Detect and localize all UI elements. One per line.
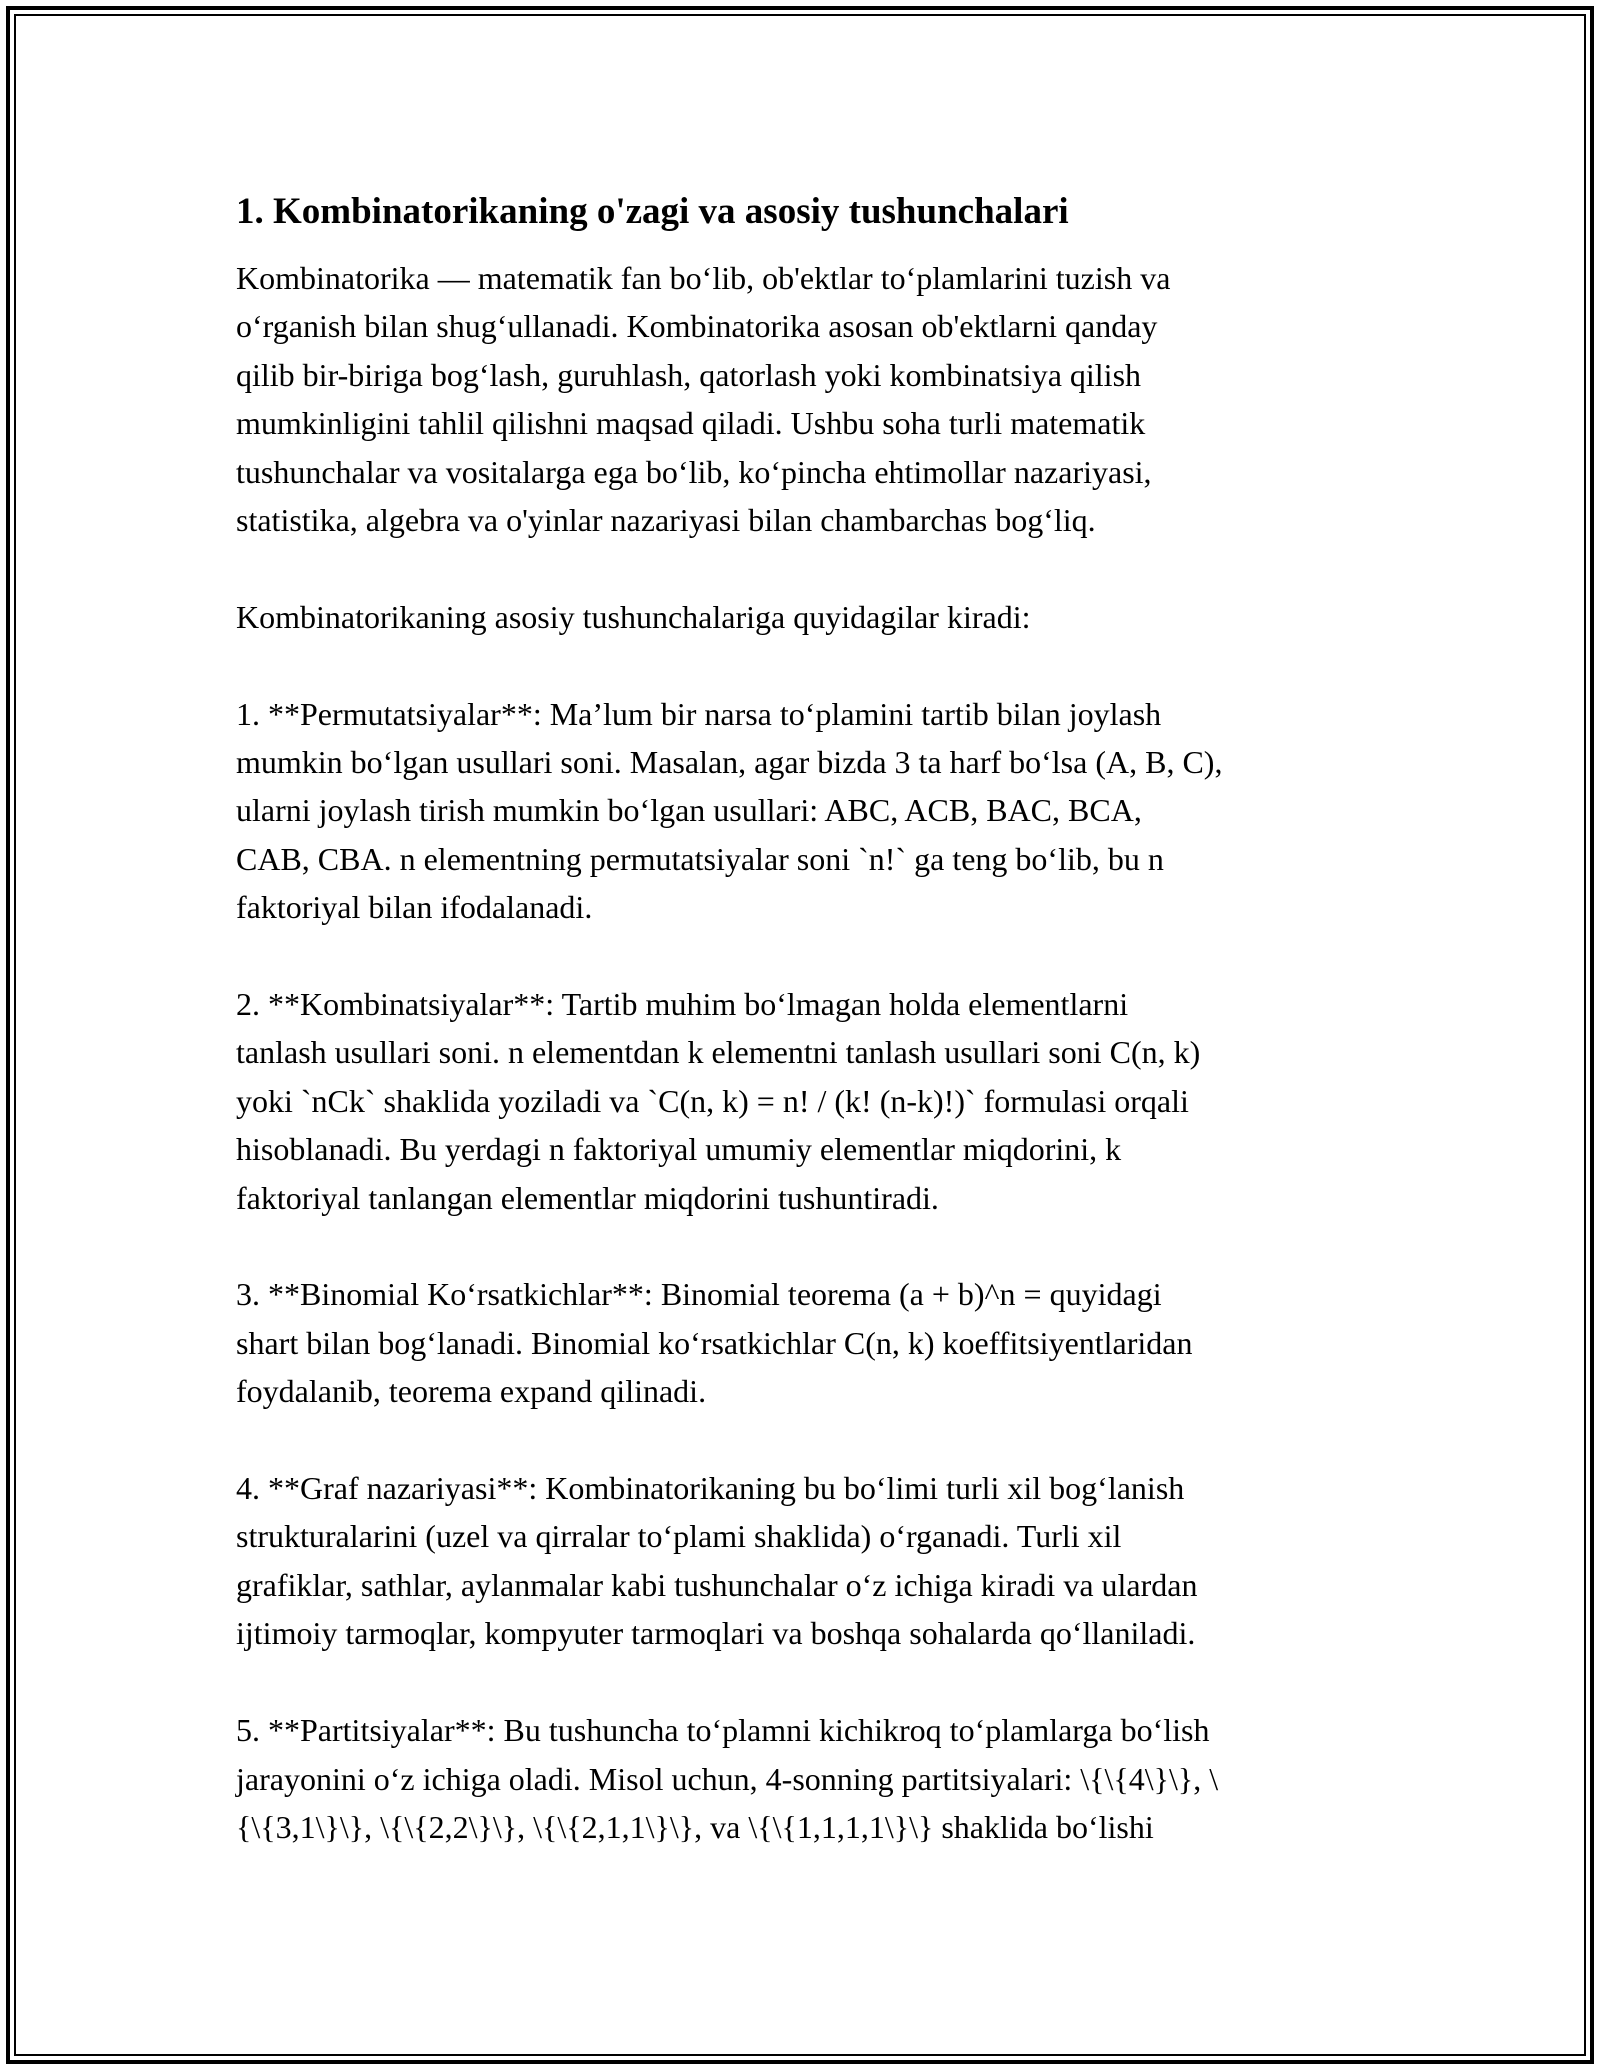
graph-theory-paragraph [236,1464,1386,1658]
paragraph-gap [236,544,1386,592]
text-line: strukturalarini (uzel va qirralar to‘plami shaklida) o‘rganadi. Turli xil [236,1518,1122,1555]
text-line: Kombinatorikaning asosiy tushunchalariga quyidagilar kiradi: [236,598,1031,635]
text-line: hisoblanadi. Bu yerdagi n faktoriyal umumiy elementlar miqdorini, k [236,1131,1122,1168]
text-line: 3. **Binomial Ko‘rsatkichlar**: Binomial teorema (a + b)^n = quyidagi [236,1276,1162,1313]
text-line: 2. **Kombinatsiyalar**: Tartib muhim bo‘lmagan holda elementlarni [236,986,1129,1023]
text-line: o‘rganish bilan shug‘ullanadi. Kombinatorika asosan ob'ektlarni qanday [236,308,1158,345]
text-line: {\{3,1\}\}, \{\{2,2\}\}, \{\{2,1,1\}\}, va \{\{1,1,1,1\}\} shaklida bo‘lishi [236,1808,1154,1845]
text-line: grafiklar, sathlar, aylanmalar kabi tushunchalar o‘z ichiga kiradi va ulardan [236,1566,1198,1603]
text-line: 1. **Permutatsiyalar**: Ma’lum bir narsa to‘plamini tartib bilan joylash [236,695,1162,732]
text-line: CAB, CBA. n elementning permutatsiyalar soni `n!` ga teng bo‘lib, bu n [236,840,1164,877]
text-line: ijtimoiy tarmoqlar, kompyuter tarmoqlari va boshqa sohalarda qo‘llaniladi. [236,1615,1196,1652]
text-line: qilib bir-biriga bog‘lash, guruhlash, qatorlash yoki kombinatsiya qilish [236,356,1142,393]
paragraph-gap [236,1416,1386,1464]
text-line: 5. **Partitsiyalar**: Bu tushuncha to‘plamni kichikroq to‘plamlarga bo‘lish [236,1712,1210,1749]
text-line: faktoriyal tanlangan elementlar miqdorini tushuntiradi. [236,1179,939,1216]
text-line: 4. **Graf nazariyasi**: Kombinatorikaning bu bo‘limi turli xil bog‘lanish [236,1470,1185,1507]
paragraph-gap [236,932,1386,980]
paragraph-gap [236,641,1386,689]
text-line: Kombinatorika — matematik fan bo‘lib, ob'ektlar to‘plamlarini tuzish va [236,260,1171,296]
text-line: yoki `nCk` shaklida yoziladi va `C(n, k) = n! / (k! (n-k)!)` formulasi orqali [236,1082,1189,1119]
document-content [236,188,1386,1851]
paragraph-gap [236,1658,1386,1706]
text-line: faktoriyal bilan ifodalanadi. [236,889,593,926]
text-line: mumkin bo‘lgan usullari soni. Masalan, agar bizda 3 ta harf bo‘lsa (A, B, C), [236,744,1223,781]
partitions-paragraph [236,1706,1386,1851]
binomial-paragraph [236,1270,1386,1415]
text-line: statistika, algebra va o'yinlar nazariyasi bilan chambarchas bog‘liq. [236,502,1096,539]
text-line: ularni joylash tirish mumkin bo‘lgan usullari: ABC, ACB, BAC, BCA, [236,792,1142,829]
paragraph-gap [236,1222,1386,1270]
text-line: tanlash usullari soni. n elementdan k elementni tanlash usullari soni C(n, k) [236,1034,1201,1071]
intro-paragraph [236,254,1386,544]
section-heading: 1. Kombinatorikaning o'zagi va asosiy tushunchalari [236,191,1069,232]
text-line: mumkinligini tahlil qilishni maqsad qiladi. Ushbu soha turli matematik [236,405,1146,442]
permutations-paragraph [236,690,1386,932]
text-line: jarayonini o‘z ichiga oladi. Misol uchun, 4-sonning partitsiyalari: \{\{4\}\}, \ [236,1760,1219,1797]
concepts-intro-paragraph [236,593,1386,641]
text-line: foydalanib, teorema expand qilinadi. [236,1373,707,1410]
combinations-paragraph [236,980,1386,1222]
text-line: tushunchalar va vositalarga ega bo‘lib, ko‘pincha ehtimollar nazariyasi, [236,453,1152,490]
text-line: shart bilan bog‘lanadi. Binomial ko‘rsatkichlar C(n, k) koeffitsiyentlaridan [236,1324,1193,1361]
